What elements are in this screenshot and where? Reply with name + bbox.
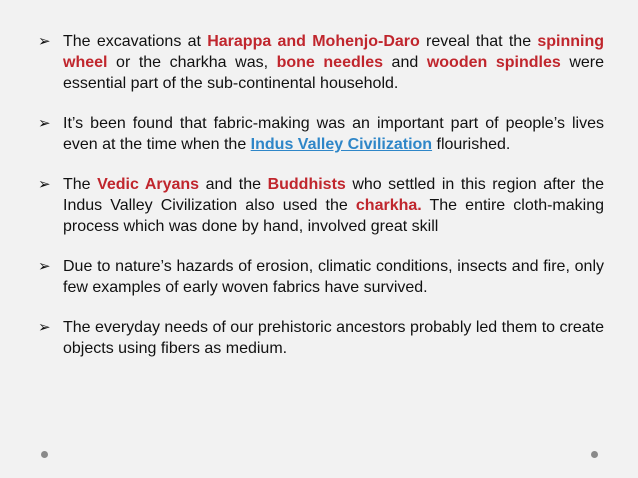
indus-valley-link[interactable]: Indus Valley Civilization [250, 136, 433, 153]
bullet-item [38, 31, 604, 94]
highlight-text: Buddhists [267, 176, 346, 193]
highlight-text: spinning wheel [63, 33, 605, 71]
text-segment: The entire cloth-making process which was done by hand, involved great skill [63, 197, 605, 235]
highlight-text: bone needles [276, 54, 383, 71]
highlight-text: Vedic Aryans [97, 176, 200, 193]
arrow-bullet-icon: ➢ [38, 258, 51, 275]
text-segment: and the [199, 176, 268, 193]
bullet-text [63, 113, 604, 155]
text-segment: The [63, 176, 98, 193]
text-segment: It’s been found that fabric-making was an important part of people’s lives even at the time when the [63, 115, 604, 153]
corner-dot-icon [591, 451, 598, 458]
text-segment: were essential part of the sub-continental household. [63, 54, 604, 92]
arrow-bullet-icon: ➢ [38, 319, 51, 336]
text-segment: The everyday needs of our prehistoric ancestors probably led them to create objects using fibers as medium. [63, 319, 604, 357]
bullet-text [63, 317, 604, 359]
bullet-text [63, 256, 604, 298]
corner-dot-icon [41, 451, 48, 458]
highlight-text: charkha. [355, 197, 422, 214]
arrow-bullet-icon: ➢ [38, 176, 51, 193]
bullet-list [38, 31, 604, 378]
arrow-bullet-icon: ➢ [38, 33, 51, 50]
text-segment: The excavations at [63, 33, 208, 50]
text-segment: who settled in this region after the Indus Valley Civilization also used the [63, 176, 605, 214]
text-segment: flourished. [432, 136, 511, 153]
bullet-item [38, 174, 604, 237]
text-segment: or the charkha was, [107, 54, 277, 71]
bullet-item [38, 113, 604, 155]
text-segment: and [382, 54, 427, 71]
bullet-text [63, 174, 604, 237]
highlight-text: Harappa and Mohenjo-Daro [207, 33, 420, 50]
text-segment: Due to nature’s hazards of erosion, climatic conditions, insects and fire, only few examples of early woven fabrics have survived. [63, 258, 604, 296]
bullet-item [38, 317, 604, 359]
bullet-item [38, 256, 604, 298]
arrow-bullet-icon: ➢ [38, 115, 51, 132]
highlight-text: wooden spindles [426, 54, 561, 71]
bullet-text [63, 31, 604, 94]
text-segment: reveal that the [419, 33, 538, 50]
